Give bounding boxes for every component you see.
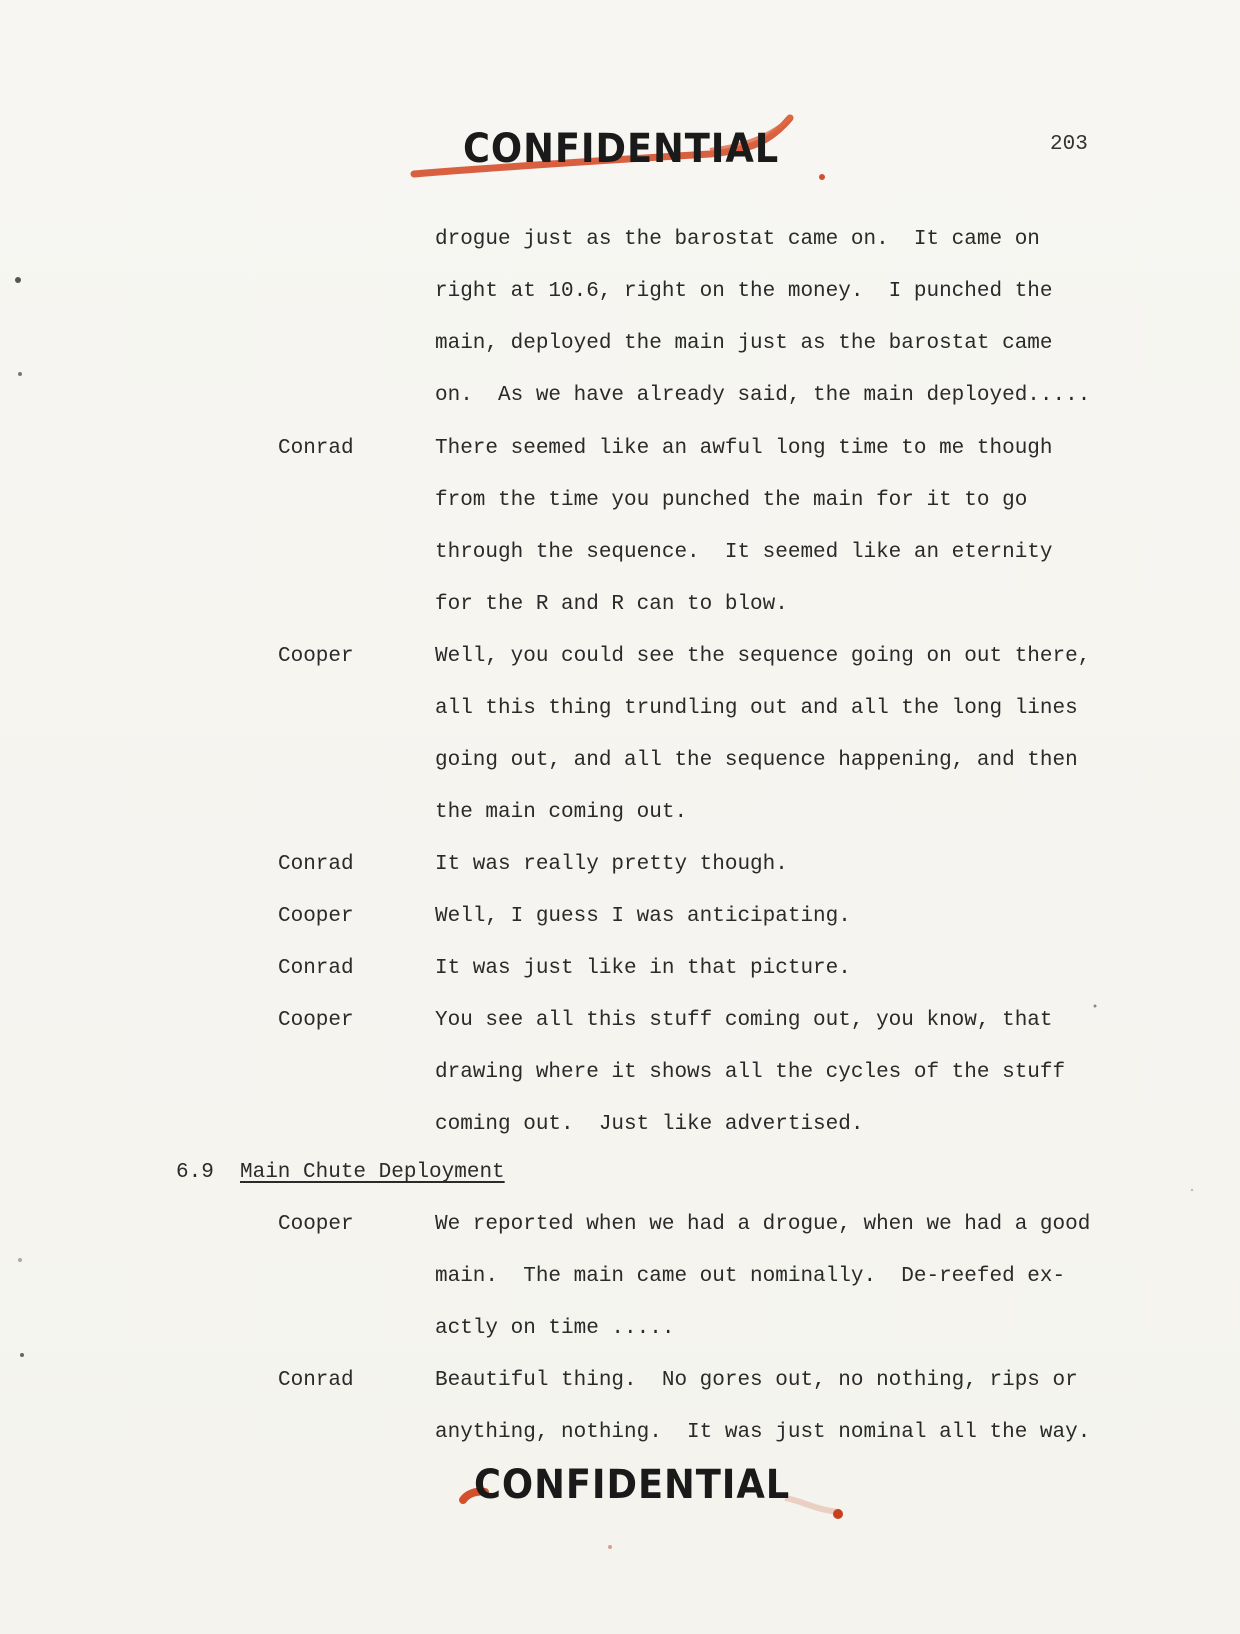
- speaker-name: Cooper: [278, 1009, 354, 1032]
- dialogue-line: It was really pretty though.: [435, 853, 788, 876]
- dialogue-line: going out, and all the sequence happening, and then: [435, 749, 1078, 772]
- speaker-name: Conrad: [278, 1369, 354, 1392]
- continuation-line: drogue just as the barostat came on. It came on: [435, 228, 1040, 251]
- dialogue-line: all this thing trundling out and all the long lines: [435, 697, 1078, 720]
- speaker-name: Conrad: [278, 853, 354, 876]
- dialogue-line: the main coming out.: [435, 801, 688, 824]
- speaker-name: Cooper: [278, 905, 354, 928]
- dialogue-line: anything, nothing. It was just nominal all the way.: [435, 1421, 1091, 1444]
- dialogue-line: through the sequence. It seemed like an eternity: [435, 541, 1053, 564]
- dialogue-line: actly on time .....: [435, 1317, 675, 1340]
- speaker-name: Conrad: [278, 957, 354, 980]
- dialogue-line: Beautiful thing. No gores out, no nothing, rips or: [435, 1369, 1078, 1392]
- dialogue-line: There seemed like an awful long time to me though: [435, 437, 1053, 460]
- section-number: 6.9: [176, 1161, 214, 1184]
- dialogue-line: Well, I guess I was anticipating.: [435, 905, 851, 928]
- dialogue-line: It was just like in that picture.: [435, 957, 851, 980]
- page-number: 203: [1050, 133, 1088, 156]
- dialogue-line: for the R and R can to blow.: [435, 593, 788, 616]
- continuation-line: main, deployed the main just as the barostat came: [435, 332, 1053, 355]
- continuation-line: right at 10.6, right on the money. I punched the: [435, 280, 1053, 303]
- continuation-line: on. As we have already said, the main deployed.....: [435, 384, 1091, 407]
- dialogue-line: drawing where it shows all the cycles of the stuff: [435, 1061, 1066, 1084]
- speaker-name: Cooper: [278, 1213, 354, 1236]
- confidential-stamp-bottom: CONFIDENTIAL: [474, 1462, 791, 1508]
- dialogue-line: We reported when we had a drogue, when we had a good: [435, 1213, 1091, 1236]
- section-title: Main Chute Deployment: [240, 1161, 505, 1184]
- dialogue-line: main. The main came out nominally. De-reefed ex-: [435, 1265, 1066, 1288]
- dialogue-line: You see all this stuff coming out, you know, that: [435, 1009, 1053, 1032]
- dialogue-line: from the time you punched the main for it to go: [435, 489, 1028, 512]
- speaker-name: Cooper: [278, 645, 354, 668]
- confidential-stamp-top: CONFIDENTIAL: [463, 126, 780, 172]
- dialogue-line: coming out. Just like advertised.: [435, 1113, 864, 1136]
- dialogue-line: Well, you could see the sequence going on out there,: [435, 645, 1091, 668]
- speaker-name: Conrad: [278, 437, 354, 460]
